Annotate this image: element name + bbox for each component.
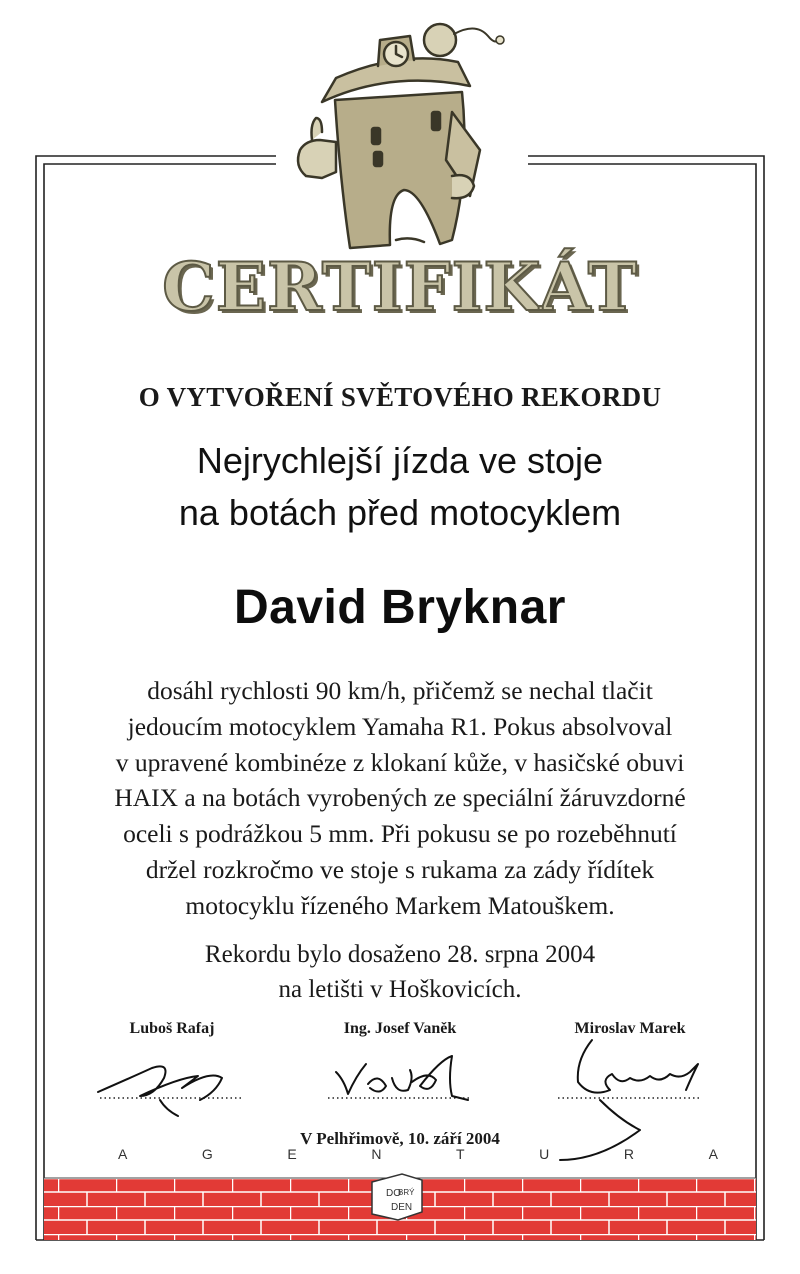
svg-text:BRÝ: BRÝ (398, 1188, 415, 1197)
date-line2: na letišti v Hoškovicích. (278, 976, 522, 1003)
agency-letter: A (708, 1146, 718, 1162)
dobry-den-logo-icon (372, 1174, 422, 1220)
description-line: motocyklu řízeného Markem Matouškem. (185, 890, 615, 920)
record-title-line2: na botách před motocyklem (178, 492, 622, 533)
svg-text:DEN: DEN (391, 1202, 413, 1213)
agency-letter: A (118, 1146, 128, 1162)
record-holder-name: David Bryknar (234, 581, 566, 634)
certificate-title: CERTIFIKÁT (162, 248, 638, 326)
certificate-subtitle: O VYTVOŘENÍ SVĚTOVÉHO REKORDU (138, 382, 662, 412)
record-description (0, 673, 800, 924)
description-line: HAIX a na botách vyrobených ze speciální žáruvzdorné (114, 783, 686, 813)
agency-letter: T (456, 1146, 465, 1162)
agency-label (118, 1146, 718, 1162)
signer-name-vanek: Ing. Josef Vaněk (343, 1020, 457, 1037)
signature-rafaj-icon (98, 1066, 222, 1116)
agency-letter: R (623, 1146, 634, 1162)
description-line: oceli s podrážkou 5 mm. Při pokusu se po rozeběhnutí (123, 819, 677, 849)
record-date (0, 937, 800, 1007)
place-and-date: V Pelhřimově, 10. září 2004 (300, 1129, 500, 1148)
mascot-house-icon (298, 24, 504, 248)
description-line: v upravené kombinéze z klokaní kůže, v hasičské obuvi (115, 747, 685, 777)
svg-text:DO: DO (386, 1188, 401, 1199)
agency-letter: N (371, 1146, 382, 1162)
description-line: jedoucím motocyklem Yamaha R1. Pokus absolvoval (127, 711, 673, 741)
agency-letter: G (201, 1146, 213, 1162)
record-title-line1: Nejrychlejší jízda ve stoje (196, 440, 604, 481)
signature-vanek-icon (336, 1056, 468, 1100)
description-line: držel rozkročmo ve stoje s rukama za zády řídítek (145, 854, 655, 884)
agency-letter: U (539, 1146, 550, 1162)
signer-name-rafaj: Luboš Rafaj (129, 1020, 215, 1037)
agency-letter: E (287, 1146, 297, 1162)
signer-name-marek: Miroslav Marek (574, 1020, 686, 1037)
date-line1: Rekordu bylo dosaženo 28. srpna 2004 (204, 941, 596, 968)
description-line: dosáhl rychlosti 90 km/h, přičemž se nechal tlačit (147, 676, 653, 705)
